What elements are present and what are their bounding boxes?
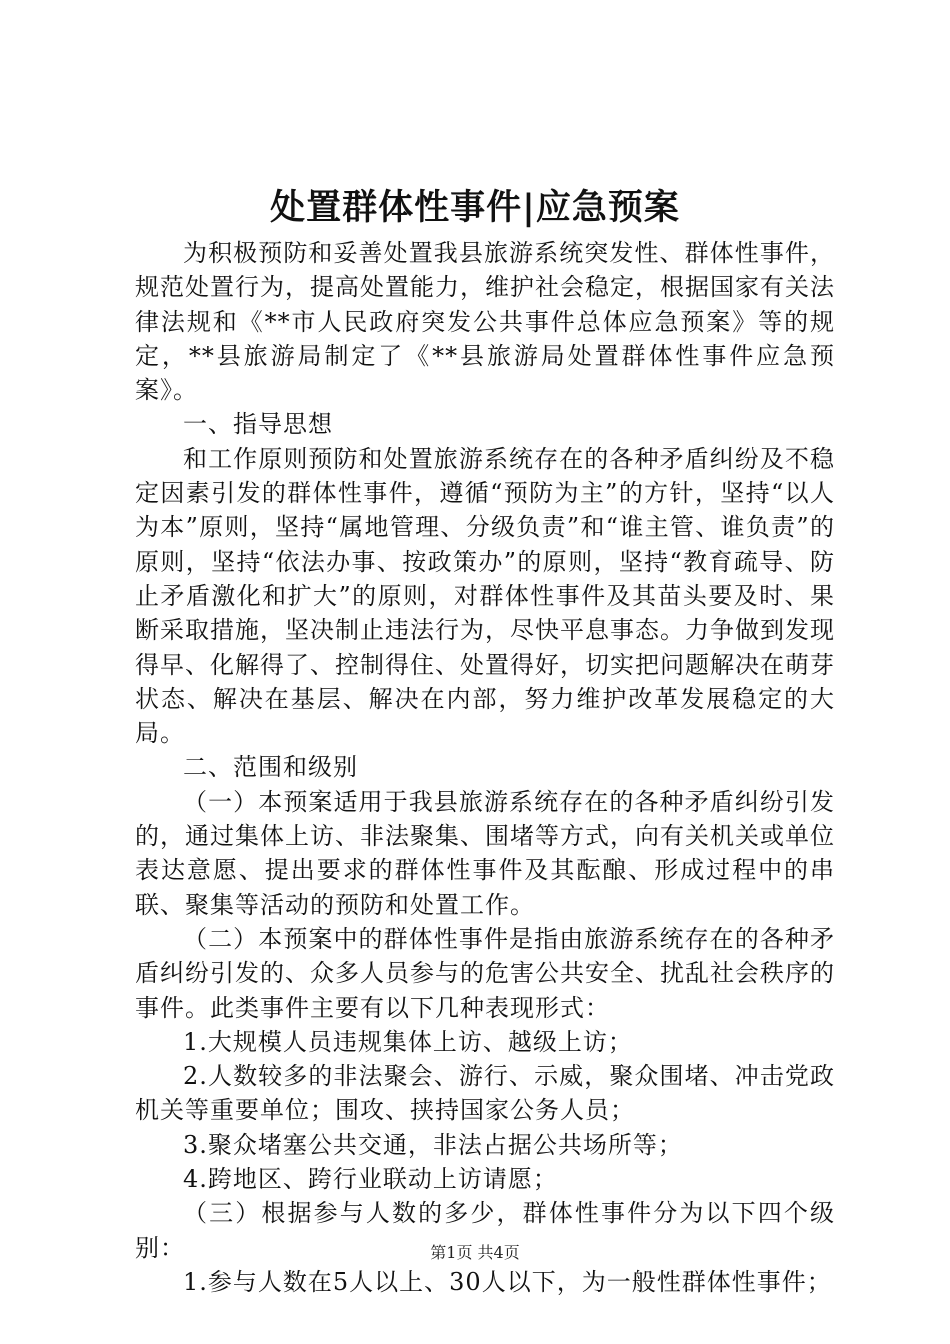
document-body — [135, 236, 835, 1299]
intro-paragraph: 为积极预防和妥善处置我县旅游系统突发性、群体性事件，规范处置行为，提高处置能力，维护社会稳定，根据国家有关法律法规和《**市人民政府突发公共事件总体应急预案》等的规定，**县旅游局制定了《**县旅游局处置群体性事件应急预案》。 — [135, 239, 835, 405]
list-item: 2.人数较多的非法聚会、游行、示威，聚众围堵、冲击党政机关等重要单位；围攻、挟持国家公务人员； — [135, 1062, 835, 1125]
page-footer: 第1页 共4页 — [430, 1243, 520, 1262]
scope-paragraph-3: （三）根据参与人数的多少，群体性事件分为以下四个级别： — [135, 1199, 835, 1262]
section-heading-guiding-principles: 一、指导思想 — [183, 410, 333, 439]
scope-paragraph-2: （二）本预案中的群体性事件是指由旅游系统存在的各种矛盾纠纷引发的、众多人员参与的危害公共安全、扰乱社会秩序的事件。此类事件主要有以下几种表现形式： — [135, 924, 835, 1022]
list-item: 3.聚众堵塞公共交通，非法占据公共场所等； — [183, 1130, 683, 1159]
document-title: 处置群体性事件|应急预案 — [270, 187, 680, 228]
list-item: 1.大规模人员违规集体上访、越级上访； — [183, 1027, 633, 1056]
scope-paragraph-1: （一）本预案适用于我县旅游系统存在的各种矛盾纠纷引发的，通过集体上访、非法聚集、围堵等方式，向有关机关或单位表达意愿、提出要求的群体性事件及其酝酿、形成过程中的串联、聚集等活动的预防和处置工作。 — [135, 787, 835, 919]
guiding-principles-paragraph: 和工作原则预防和处置旅游系统存在的各种矛盾纠纷及不稳定因素引发的群体性事件，遵循“预防为主”的方针，坚持“以人为本”原则，坚持“属地管理、分级负责”和“谁主管、谁负责”的原则，坚持“依法办事、按政策办”的原则，坚持“教育疏导、防止矛盾激化和扩大”的原则，对群体性事件及其苗头要及时、果断采取措施，坚决制止违法行为，尽快平息事态。力争做到发现得早、化解得了、控制得住、处置得好，切实把问题解决在萌芽状态、解决在基层、解决在内部，努力维护改革发展稳定的大局。 — [135, 444, 835, 748]
list-item: 1.参与人数在5人以上、30人以下，为一般性群体性事件； — [183, 1267, 832, 1296]
section-heading-scope-levels: 二、范围和级别 — [183, 753, 358, 782]
list-item: 4.跨地区、跨行业联动上访请愿； — [183, 1165, 558, 1194]
